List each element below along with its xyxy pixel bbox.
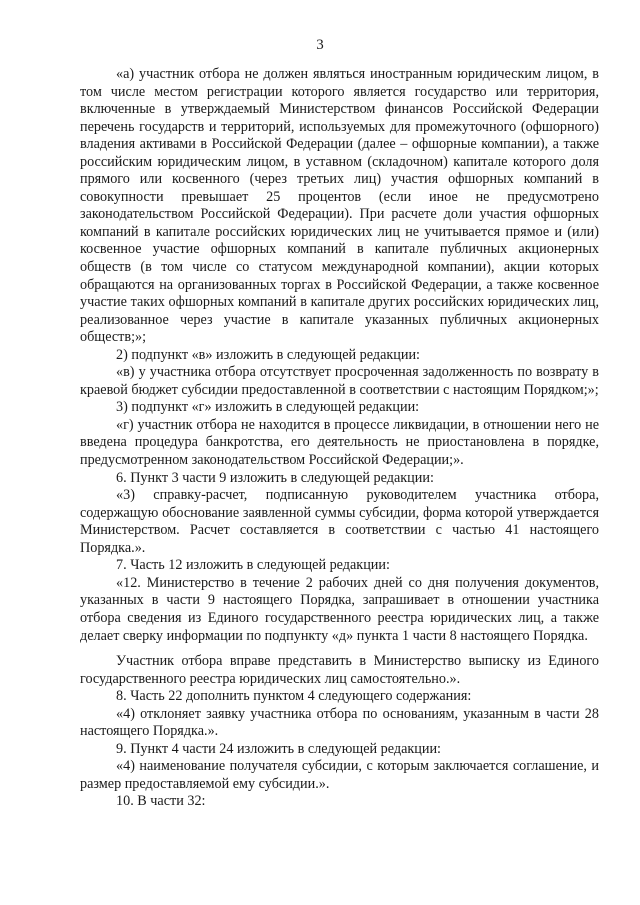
paragraph-item-8: 8. Часть 22 дополнить пунктом 4 следующего содержания:: [116, 688, 472, 705]
document-body: [80, 66, 599, 811]
paragraph-item-7-text: «12. Министерство в течение 2 рабочих дней со дня получения документов, указанных в части 9 настоящего Порядка, запрашивает в отношении участника отбора сведения из Единого государственного реестра юридических лиц, а также делает сверку информации по подпункту «д» пункта 1 части 8 настоящего Порядка.: [80, 574, 599, 644]
paragraph-amendment-subparagraph-v: 2) подпункт «в» изложить в следующей редакции:: [116, 346, 420, 363]
paragraph-item-6-text: «3) справку-расчет, подписанную руководителем участника отбора, содержащую обоснование заявленной суммы субсидии, форма которой утверждается Министерством. Расчет составляется в соответствии с частью 41 настоящего Порядка.».: [80, 487, 599, 556]
paragraph-item-7: 7. Часть 12 изложить в следующей редакции:: [116, 557, 390, 574]
paragraph-item-9-text: «4) наименование получателя субсидии, с которым заключается соглашение, и размер предоставляемой ему субсидии.».: [80, 758, 599, 792]
paragraph-subparagraph-v-text: «в) у участника отбора отсутствует просроченная задолженность по возврату в краевой бюджет субсидии предоставленной в соответствии с настоящим Порядком;»;: [80, 364, 599, 398]
paragraph-item-9: 9. Пункт 4 части 24 изложить в следующей редакции:: [116, 740, 441, 757]
paragraph-subparagraph-g-text: «г) участник отбора не находится в процессе ликвидации, в отношении него не введена процедура банкротства, его деятельность не приостановлена в порядке, предусмотренном законодательством Российской Федерации;».: [80, 416, 599, 469]
paragraph-amendment-subparagraph-g: 3) подпункт «г» изложить в следующей редакции:: [116, 399, 420, 416]
page-number: 3: [316, 37, 324, 53]
paragraph-item-6: 6. Пункт 3 части 9 изложить в следующей редакции:: [116, 469, 434, 486]
paragraph-item-7-continuation: Участник отбора вправе представить в Министерство выписку из Единого государственного реестра юридических лиц самостоятельно.».: [80, 653, 599, 687]
paragraph-item-8-text: «4) отклоняет заявку участника отбора по основаниям, указанным в части 28 настоящего Порядка.».: [80, 705, 599, 740]
paragraph-offshore-requirement: «а) участник отбора не должен являться иностранным юридическим лицом, в том числе местом регистрации которого является государство или территория, включенные в утверждаемый Министерством финансов Российской Федерации перечень государств и территорий, используемых для промежуточного (офшорного) владения активами в Российской Федерации (далее – офшорные компании), а также российским юридическим лицом, в уставном (складочном) капитале которого доля прямого или косвенного (через третьих лиц) участия офшорных компаний в совокупности превышает 25 процентов (если иное не предусмотрено законодательством Российской Федерации). При расчете доли участия офшорных компаний в капитале российских юридических лиц не учитывается прямое и (или) косвенное участие офшорных компаний в капитале публичных акционерных обществ (в том числе со статусом международной компании), акции которых обращаются на организованных торгах в Российской Федерации, а также косвенное участие таких офшорных компаний в капитале других российских юридических лиц, реализованное через участие в капитале указанных публичных акционерных обществ;»;: [80, 66, 599, 346]
paragraph-item-10: 10. В части 32:: [116, 793, 206, 810]
